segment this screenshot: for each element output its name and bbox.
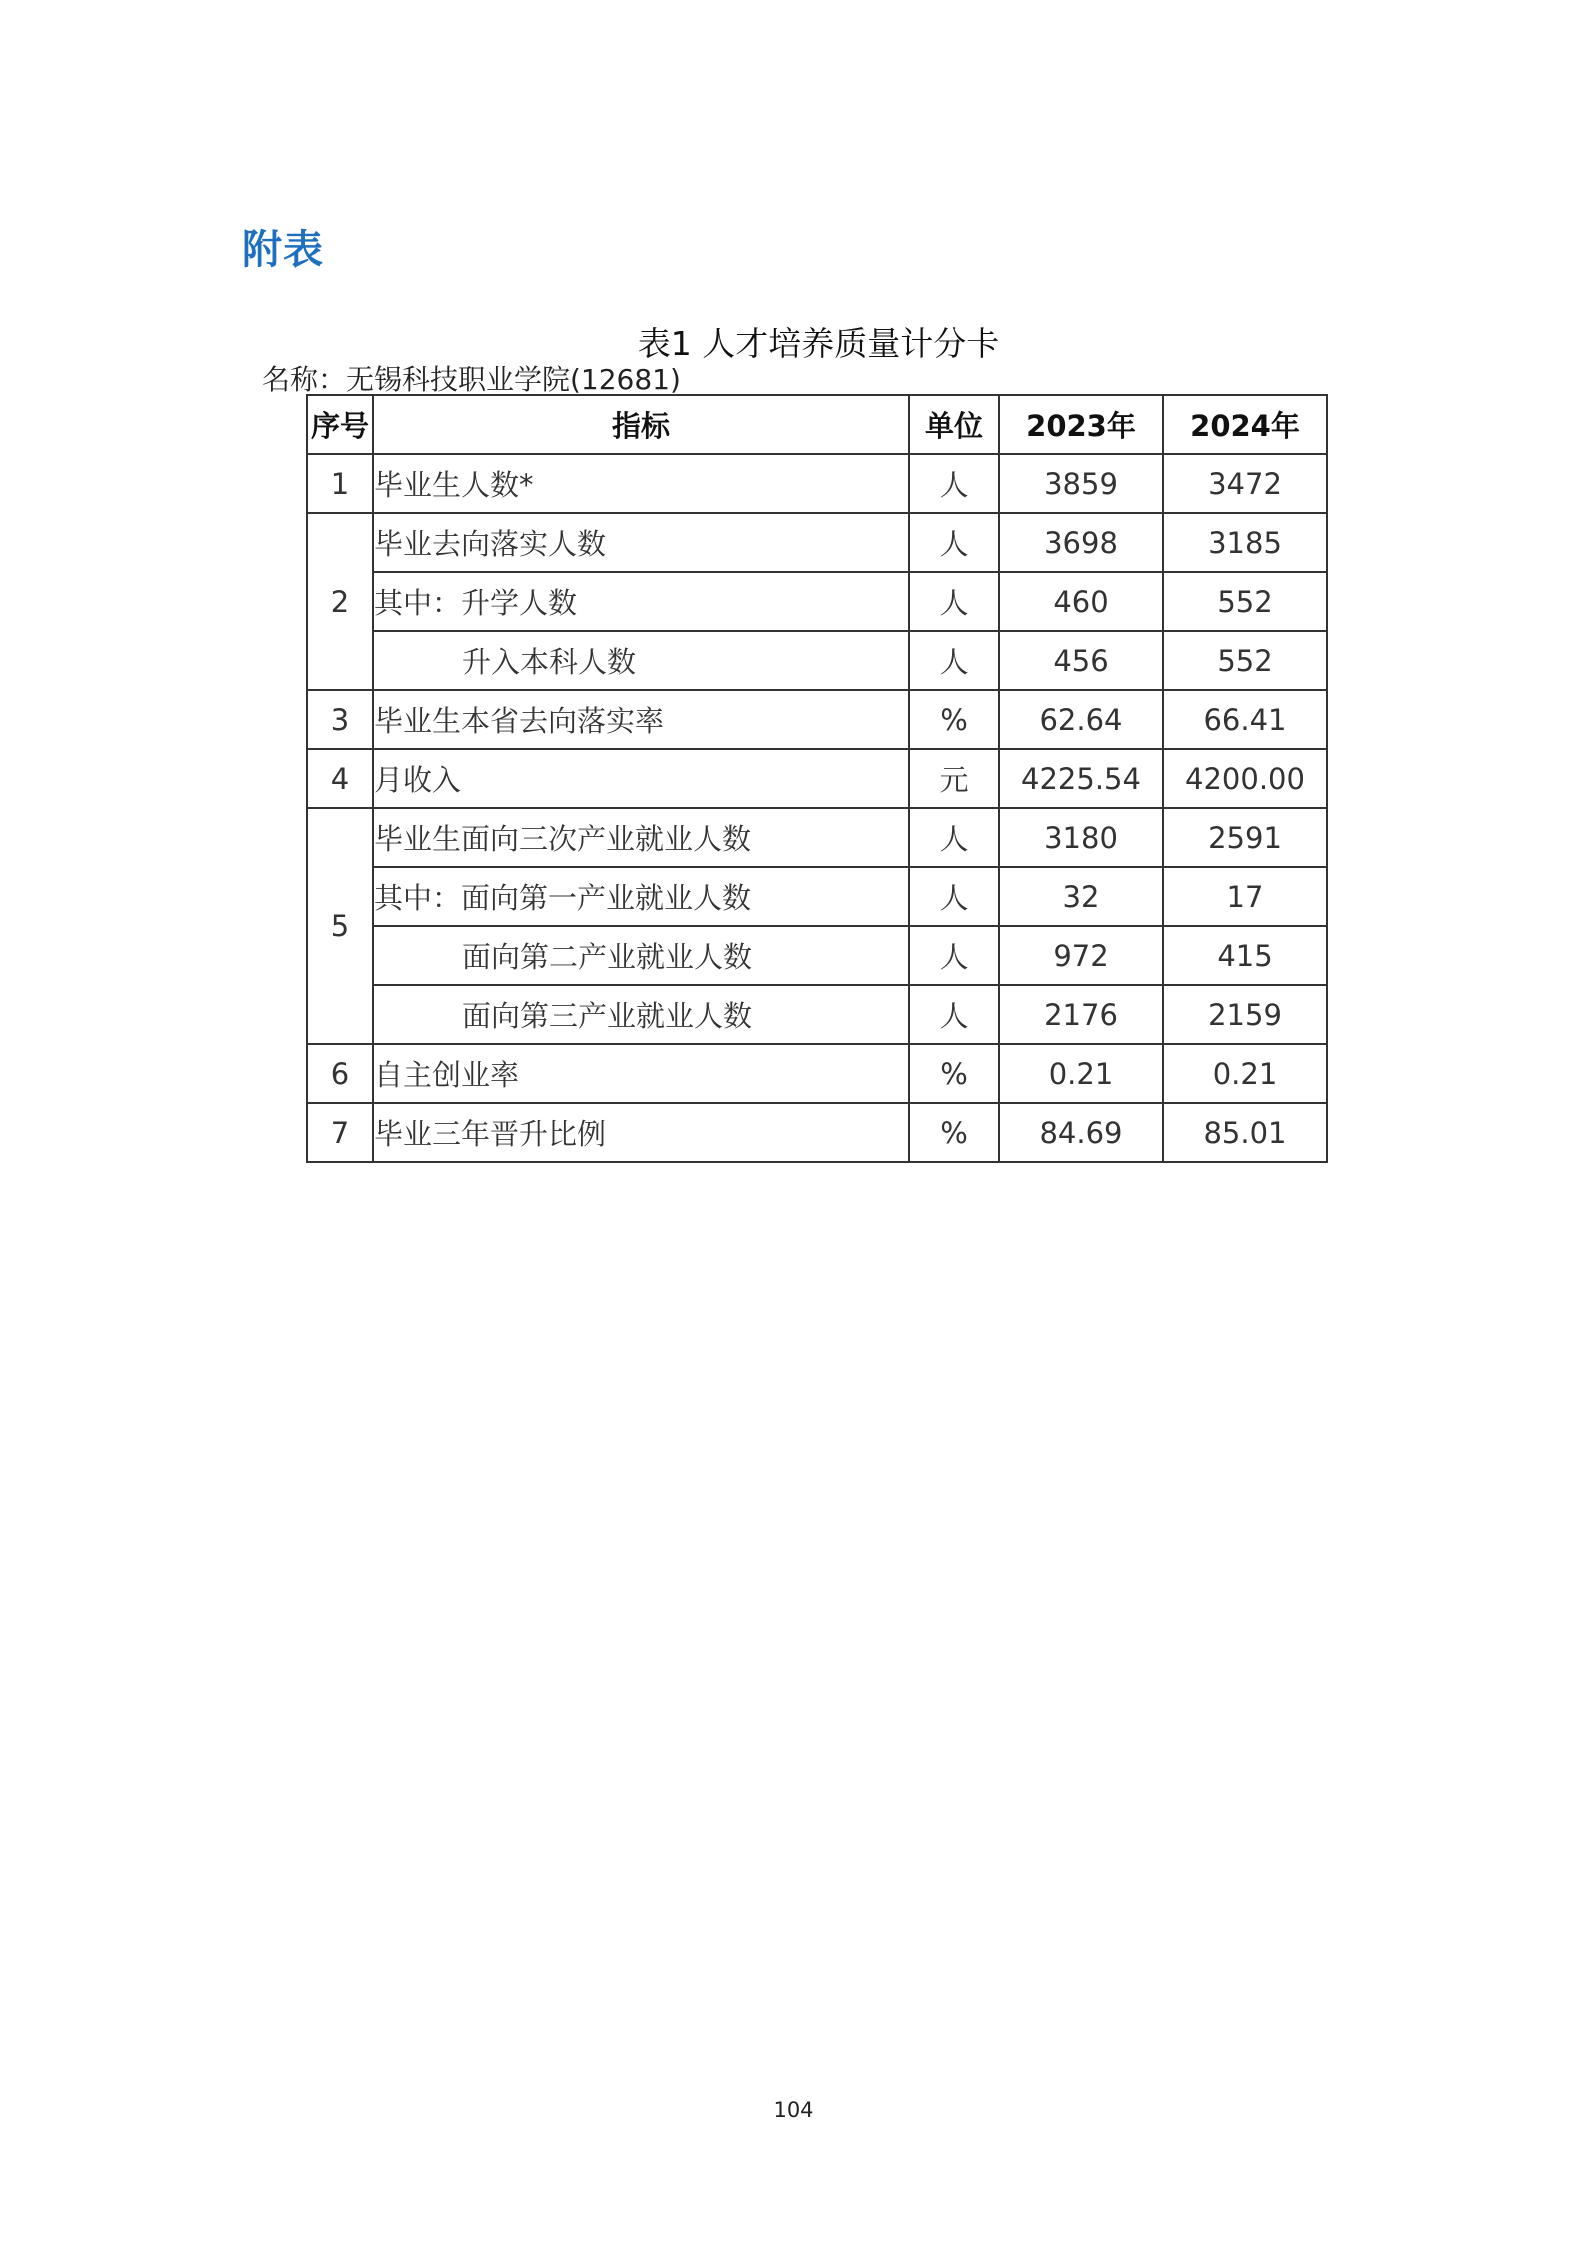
table-row (307, 631, 1327, 690)
row-value-2024: 552 (1163, 572, 1327, 631)
row-unit: 人 (909, 926, 999, 985)
org-name: 名称：无锡科技职业学院(12681) (262, 363, 681, 396)
row-unit: 人 (909, 572, 999, 631)
row-value-2023: 972 (999, 926, 1163, 985)
row-unit: 人 (909, 454, 999, 513)
row-value-2023: 32 (999, 867, 1163, 926)
row-value-2023: 456 (999, 631, 1163, 690)
row-indicator: 面向第二产业就业人数 (373, 926, 909, 985)
row-value-2023: 2176 (999, 985, 1163, 1044)
row-value-2024: 4200.00 (1163, 749, 1327, 808)
row-value-2023: 3859 (999, 454, 1163, 513)
row-value-2024: 415 (1163, 926, 1327, 985)
row-unit: 人 (909, 808, 999, 867)
table-row (307, 690, 1327, 749)
page-heading: 附表 (242, 227, 324, 273)
table-row (307, 749, 1327, 808)
row-no: 6 (307, 1044, 373, 1103)
row-unit: % (909, 1103, 999, 1162)
row-unit: % (909, 690, 999, 749)
row-value-2024: 3472 (1163, 454, 1327, 513)
row-value-2024: 66.41 (1163, 690, 1327, 749)
row-value-2023: 84.69 (999, 1103, 1163, 1162)
row-no: 1 (307, 454, 373, 513)
row-value-2023: 0.21 (999, 1044, 1163, 1103)
row-indicator: 其中：升学人数 (373, 572, 909, 631)
row-unit: 人 (909, 985, 999, 1044)
row-indicator: 面向第三产业就业人数 (373, 985, 909, 1044)
row-value-2023: 3180 (999, 808, 1163, 867)
table-row (307, 513, 1327, 572)
row-no: 5 (307, 808, 373, 1044)
row-value-2024: 2159 (1163, 985, 1327, 1044)
header-no: 序号 (307, 395, 373, 454)
row-unit: 人 (909, 631, 999, 690)
row-value-2024: 0.21 (1163, 1044, 1327, 1103)
row-indicator: 毕业去向落实人数 (373, 513, 909, 572)
row-unit: 元 (909, 749, 999, 808)
table-row (307, 808, 1327, 867)
row-value-2024: 552 (1163, 631, 1327, 690)
row-indicator: 升入本科人数 (373, 631, 909, 690)
row-indicator: 月收入 (373, 749, 909, 808)
row-indicator: 毕业生面向三次产业就业人数 (373, 808, 909, 867)
row-value-2024: 3185 (1163, 513, 1327, 572)
row-indicator: 其中：面向第一产业就业人数 (373, 867, 909, 926)
row-no: 2 (307, 513, 373, 690)
table-header-row (307, 395, 1327, 454)
row-unit: % (909, 1044, 999, 1103)
row-no: 3 (307, 690, 373, 749)
table-row (307, 1044, 1327, 1103)
row-unit: 人 (909, 513, 999, 572)
table-row (307, 867, 1327, 926)
table-row (307, 572, 1327, 631)
row-value-2024: 2591 (1163, 808, 1327, 867)
header-unit: 单位 (909, 395, 999, 454)
table-row (307, 454, 1327, 513)
header-2024: 2024年 (1163, 395, 1327, 454)
row-value-2023: 460 (999, 572, 1163, 631)
table-title: 表1 人才培养质量计分卡 (637, 324, 1000, 363)
scorecard-table (306, 394, 1328, 1163)
row-no: 4 (307, 749, 373, 808)
row-value-2024: 17 (1163, 867, 1327, 926)
row-value-2023: 62.64 (999, 690, 1163, 749)
row-value-2024: 85.01 (1163, 1103, 1327, 1162)
row-no: 7 (307, 1103, 373, 1162)
header-2023: 2023年 (999, 395, 1163, 454)
header-indicator: 指标 (373, 395, 909, 454)
row-value-2023: 4225.54 (999, 749, 1163, 808)
page-number: 104 (773, 2098, 814, 2122)
row-indicator: 毕业生人数* (373, 454, 909, 513)
row-value-2023: 3698 (999, 513, 1163, 572)
row-indicator: 毕业生本省去向落实率 (373, 690, 909, 749)
table-row (307, 926, 1327, 985)
row-indicator: 毕业三年晋升比例 (373, 1103, 909, 1162)
table-row (307, 985, 1327, 1044)
row-indicator: 自主创业率 (373, 1044, 909, 1103)
row-unit: 人 (909, 867, 999, 926)
table-row (307, 1103, 1327, 1162)
